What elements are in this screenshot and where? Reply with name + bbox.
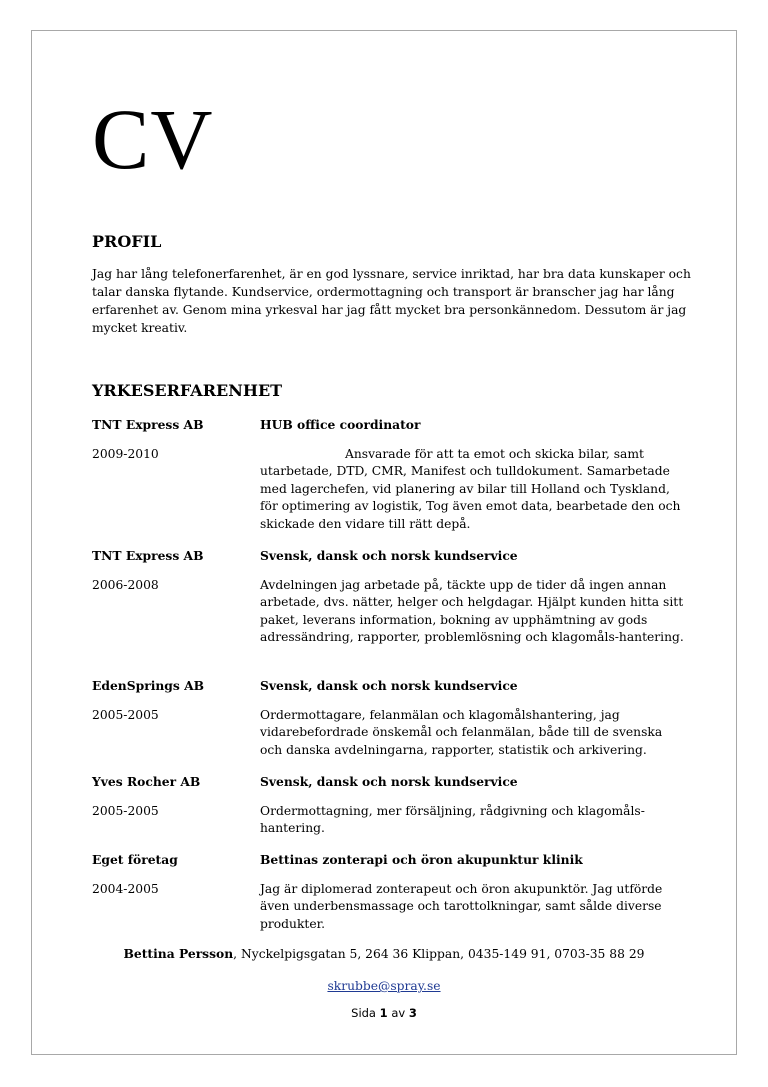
entry-description: Avdelningen jag arbetade på, täckte upp de tider då ingen annan arbetade, dvs. nätter, helger och helgdagar. Hjälpt kunden hitta sitt paket, leverans information, bokning av upphämtning av gods adressändring, rapporter, problemlösning och klagomåls-hantering. — [260, 578, 684, 645]
entry-description: Ordermottagning, mer försäljning, rådgivning och klagomåls-hantering. — [260, 804, 645, 836]
entry-role: Svensk, dansk och norsk kundservice — [260, 774, 518, 789]
experience-entry — [92, 773, 692, 838]
experience-entry — [92, 677, 692, 759]
footer-address: , Nyckelpigsgatan 5, 264 36 Klippan, 0435-149 91, 0703-35 88 29 — [233, 947, 645, 961]
entry-company: TNT Express AB — [92, 417, 204, 432]
entry-years: 2005-2005 — [92, 804, 159, 818]
entry-role: Svensk, dansk och norsk kundservice — [260, 548, 518, 563]
footer-contact — [0, 945, 768, 963]
entry-role: Svensk, dansk och norsk kundservice — [260, 678, 518, 693]
experience-entry — [92, 547, 692, 647]
profile-heading: PROFIL — [92, 232, 162, 251]
entry-description: Ordermottagare, felanmälan och klagomålshantering, jag vidarebefordrade önskemål och felanmälan, både till de svenska och danska avdelningarna, rapporter, statistik och arkivering. — [260, 708, 663, 757]
page-sep: av — [391, 1006, 406, 1020]
entry-company: EdenSprings AB — [92, 678, 205, 693]
entry-description: Ansvarade för att ta emot och skicka bilar, samt utarbetade, DTD, CMR, Manifest och tulldokument. Samarbetade med lagerchefen, vid planering av bilar till Holland och Tyskland, för optimering av logistik, Tog även emot data, bearbetade den och skickade den vidare till rätt depå. — [260, 447, 681, 531]
entry-years: 2005-2005 — [92, 708, 159, 722]
page-current: 1 — [379, 1006, 388, 1020]
entry-years: 2006-2008 — [92, 578, 159, 592]
entry-role: HUB office coordinator — [260, 417, 421, 432]
entry-company: TNT Express AB — [92, 548, 204, 563]
entry-description: Jag är diplomerad zonterapeut och öron akupunktör. Jag utförde även underbensmassage och tarottolkningar, samt sålde diverse produkter. — [260, 882, 663, 931]
entry-company: Yves Rocher AB — [92, 774, 201, 789]
cv-title: CV — [92, 91, 214, 187]
experience-entry — [92, 851, 692, 933]
entry-company: Eget företag — [92, 852, 178, 867]
profile-text: Jag har lång telefonerfarenhet, är en god lyssnare, service inriktad, har bra data kunskaper och talar danska flytande. Kundservice, ordermottagning och transport är branscher jag har lång erfarenhet av. Genom mina yrkesval har jag fått mycket bra personkännedom. Dessutom är jag mycket kreativ. — [92, 267, 691, 335]
footer-name: Bettina Persson — [123, 946, 234, 961]
entry-years: 2009-2010 — [92, 447, 159, 461]
entry-years: 2004-2005 — [92, 882, 159, 896]
experience-heading: YRKESERFARENHET — [92, 381, 283, 400]
email-link[interactable]: skrubbe@spray.se — [327, 979, 441, 993]
footer-email-line — [0, 977, 768, 995]
page-number — [0, 1005, 768, 1021]
entry-role: Bettinas zonterapi och öron akupunktur klinik — [260, 852, 583, 867]
page-prefix: Sida — [351, 1006, 376, 1020]
page-total: 3 — [408, 1006, 417, 1020]
experience-entry — [92, 416, 692, 533]
